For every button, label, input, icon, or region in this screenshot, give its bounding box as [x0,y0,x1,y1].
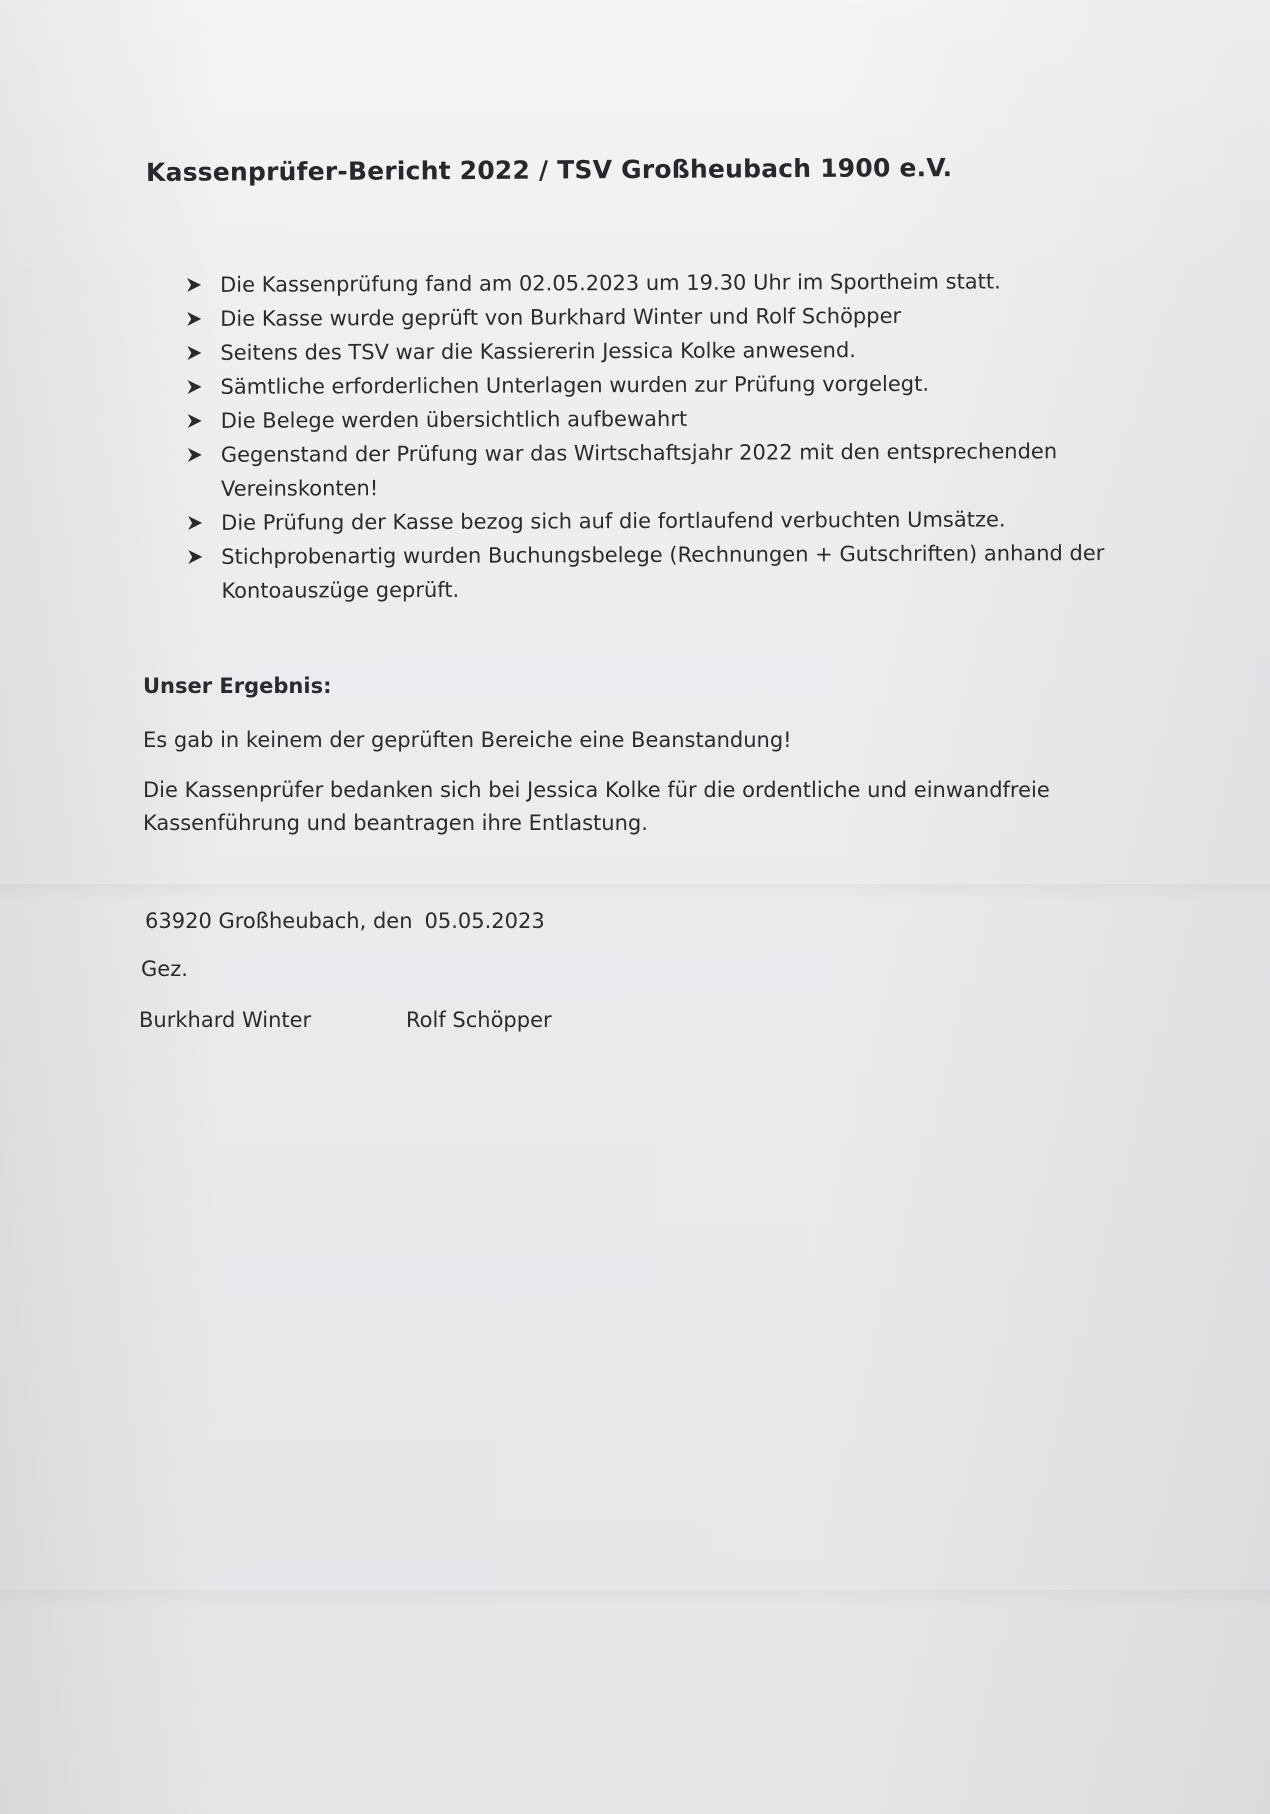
arrowhead-bullet-icon [187,515,203,531]
list-item-text: Gegenstand der Prüfung war das Wirtschaftsjahr 2022 mit den entsprechenden Vereinskonten! [220,439,1058,501]
list-item [186,298,1116,336]
list-item-text: Die Kasse wurde geprüft von Burkhard Winter und Rolf Schöpper [220,303,902,331]
bullet-list [186,264,1117,608]
arrowhead-bullet-icon [187,549,203,565]
signatory-name: Burkhard Winter [139,1008,312,1032]
result-heading: Unser Ergebnis: [143,674,332,698]
arrowhead-bullet-icon [187,447,203,463]
place-text: 63920 Großheubach, den [145,909,413,933]
list-item [187,536,1117,608]
date-text: 05.05.2023 [424,909,545,933]
signatory-name: Rolf Schöpper [406,1008,552,1032]
arrowhead-bullet-icon [187,413,203,429]
list-item-text: Seitens des TSV war die Kassiererin Jessica Kolke anwesend. [220,338,856,365]
document-title: Kassenprüfer-Bericht 2022 / TSV Großheubach 1900 e.V. [145,153,953,187]
result-paragraph: Es gab in keinem der geprüften Bereiche eine Beanstandung! [143,728,792,752]
list-item [187,400,1117,438]
list-item [187,502,1117,540]
list-item-text: Stichprobenartig wurden Buchungsbelege (Rechnungen + Gutschriften) anhand der Kontoauszüge geprüft. [221,540,1105,603]
arrowhead-bullet-icon [186,345,202,361]
paper-fold [0,884,1270,902]
result-paragraph: Die Kassenprüfer bedanken sich bei Jessica Kolke für die ordentliche und einwandfreie Kassenführung und beantragen ihre Entlastung. [143,778,1050,835]
paper-fold [0,1590,1270,1608]
arrowhead-bullet-icon [186,379,202,395]
list-item [187,434,1117,506]
list-item-text: Die Kassenprüfung fand am 02.05.2023 um 19.30 Uhr im Sportheim statt. [220,269,1001,297]
list-item [186,332,1116,370]
signed-label: Gez. [141,957,188,981]
arrowhead-bullet-icon [186,277,202,293]
arrowhead-bullet-icon [186,311,202,327]
place-date-line [145,906,545,936]
list-item [186,264,1116,302]
list-item-text: Sämtliche erforderlichen Unterlagen wurden zur Prüfung vorgelegt. [220,371,930,399]
list-item [186,366,1116,404]
list-item-text: Die Prüfung der Kasse bezog sich auf die fortlaufend verbuchten Umsätze. [221,507,1006,535]
list-item-text: Die Belege werden übersichtlich aufbewahrt [220,406,688,433]
